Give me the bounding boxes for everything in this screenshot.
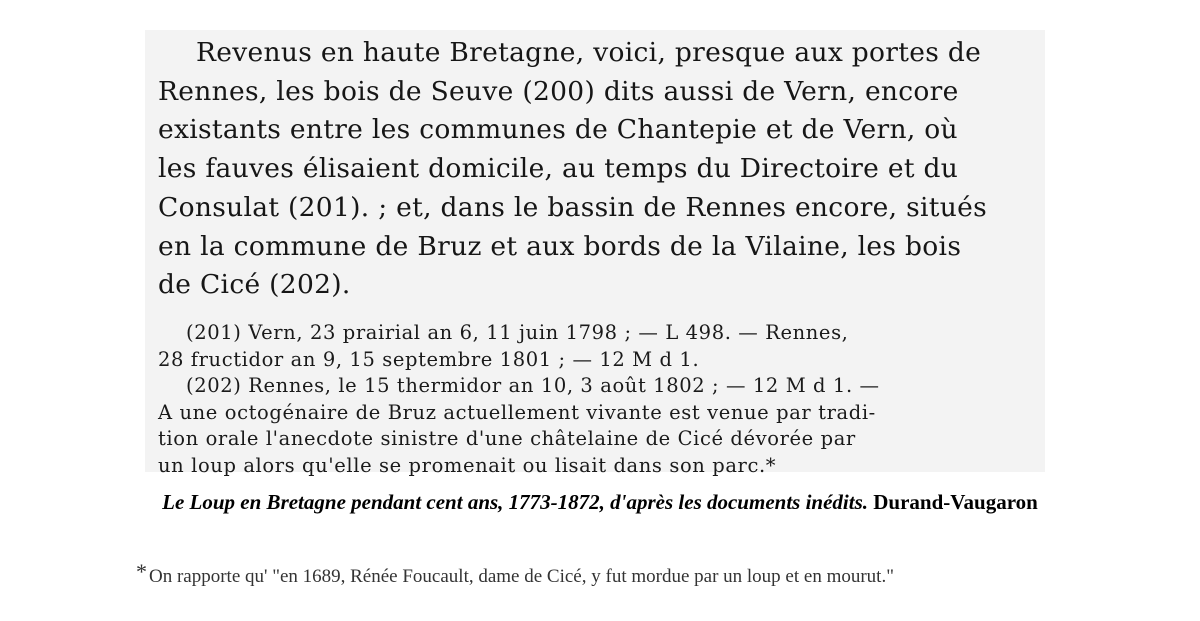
book-author: Durand-Vaugaron — [873, 490, 1038, 514]
book-title: Le Loup en Bretagne pendant cent ans, 1773-1872, d'après les documents inédits. — [162, 490, 869, 514]
note-line: 28 fructidor an 9, 15 septembre 1801 ; — 12 M d 1. — [158, 347, 700, 371]
main-paragraph-line: en la commune de Bruz et aux bords de la Vilaine, les bois — [158, 230, 962, 262]
footnote-marker: * — [136, 559, 147, 584]
main-paragraph-line: Rennes, les bois de Seuve (200) dits aussi de Vern, encore — [158, 75, 959, 107]
main-paragraph-line: les fauves élisaient domicile, au temps du Directoire et du — [158, 153, 959, 185]
note-line: (201) Vern, 23 prairial an 6, 11 juin 1798 ; — L 498. — Rennes, — [186, 321, 849, 344]
reference-notes — [158, 320, 1040, 479]
note-line: tion orale l'anecdote sinistre d'une châtelaine de Cicé dévorée par — [158, 427, 856, 450]
source-caption — [0, 490, 1200, 515]
footnote-text: On rapporte qu' "en 1689, Rénée Foucault, dame de Cicé, y fut mordue par un loup et en mourut." — [149, 566, 894, 587]
note-line: A une octogénaire de Bruz actuellement vivante est venue par tradi- — [158, 400, 876, 424]
note-line: (202) Rennes, le 15 thermidor an 10, 3 août 1802 ; — 12 M d 1. — — [186, 374, 880, 397]
main-paragraph-line: Revenus en haute Bretagne, voici, presque aux portes de — [196, 37, 982, 68]
main-paragraph-line: Consulat (201). ; et, dans le bassin de Rennes encore, situés — [158, 191, 987, 223]
note-line: un loup alors qu'elle se promenait ou lisait dans son parc.* — [158, 453, 777, 477]
main-paragraph-line: de Cicé (202). — [158, 269, 351, 301]
main-paragraph — [158, 34, 1038, 305]
main-paragraph-line: existants entre les communes de Chantepie et de Vern, où — [158, 114, 958, 146]
footnote — [136, 559, 1136, 588]
